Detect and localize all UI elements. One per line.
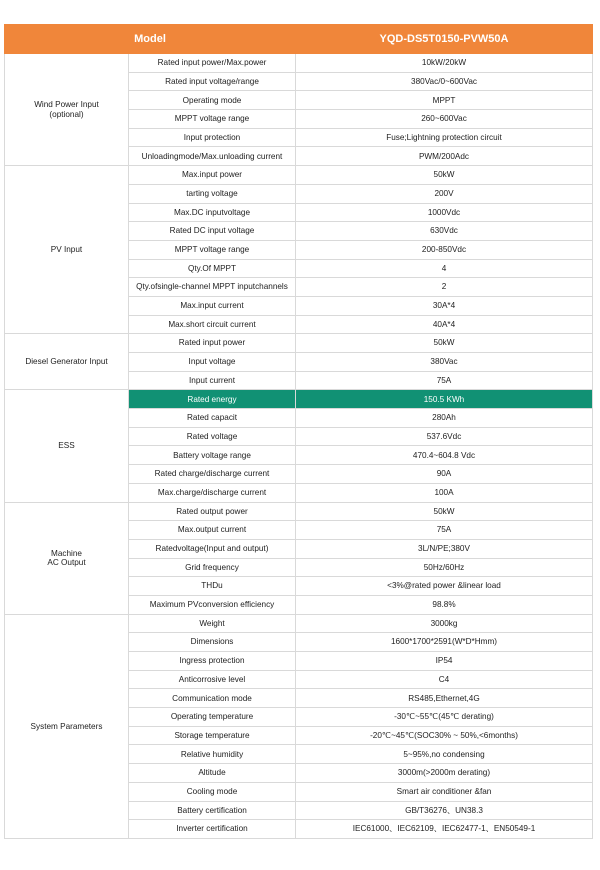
param-value: Smart air conditioner &fan	[296, 782, 593, 801]
section-name: Machine AC Output	[5, 502, 129, 614]
param-value: 3000kg	[296, 614, 593, 633]
param-name: Rated voltage	[129, 427, 296, 446]
param-name: Rated DC input voltage	[129, 222, 296, 241]
param-value: 30A*4	[296, 296, 593, 315]
param-name: Rated charge/discharge current	[129, 465, 296, 484]
param-name: Dimensions	[129, 633, 296, 652]
param-value: -20℃~45℃(SOC30% ~ 50%,<6months)	[296, 726, 593, 745]
param-name: Rated input power	[129, 334, 296, 353]
param-value: 50kW	[296, 334, 593, 353]
param-name: Rated input voltage/range	[129, 72, 296, 91]
section-name: Wind Power Input (optional)	[5, 54, 129, 166]
header-row	[5, 25, 593, 54]
param-name: Battery voltage range	[129, 446, 296, 465]
spec-row	[5, 54, 593, 73]
param-value: IP54	[296, 652, 593, 671]
param-name: Rated capacit	[129, 409, 296, 428]
param-value: -30℃~55℃(45℃ derating)	[296, 708, 593, 727]
param-value: 2	[296, 278, 593, 297]
param-value: MPPT	[296, 91, 593, 110]
param-value: 280Ah	[296, 409, 593, 428]
param-name: Unloadingmode/Max.unloading current	[129, 147, 296, 166]
param-value: 1000Vdc	[296, 203, 593, 222]
param-value: C4	[296, 670, 593, 689]
section-name: System Parameters	[5, 614, 129, 838]
spec-row	[5, 390, 593, 409]
param-name: MPPT voltage range	[129, 240, 296, 259]
param-name: Max.input power	[129, 166, 296, 185]
param-name: Inverter certification	[129, 820, 296, 839]
spec-row	[5, 334, 593, 353]
param-value: 75A	[296, 371, 593, 390]
param-name: Operating temperature	[129, 708, 296, 727]
param-value: 380Vac/0~600Vac	[296, 72, 593, 91]
param-name: Max.DC inputvoltage	[129, 203, 296, 222]
param-name: Cooling mode	[129, 782, 296, 801]
param-name: Ingress protection	[129, 652, 296, 671]
param-value: 150.5 KWh	[296, 390, 593, 409]
param-name: Ratedvoltage(Input and output)	[129, 539, 296, 558]
param-name: Max.input current	[129, 296, 296, 315]
spec-row	[5, 614, 593, 633]
param-value: <3%@rated power &linear load	[296, 577, 593, 596]
param-value: 3000m(>2000m derating)	[296, 764, 593, 783]
param-value: 470.4~604.8 Vdc	[296, 446, 593, 465]
param-name: Rated output power	[129, 502, 296, 521]
param-name: Input voltage	[129, 353, 296, 372]
param-value: GB/T36276、UN38.3	[296, 801, 593, 820]
param-value: 630Vdc	[296, 222, 593, 241]
param-name: Max.short circuit current	[129, 315, 296, 334]
param-name: Qty.Of MPPT	[129, 259, 296, 278]
param-value: 537.6Vdc	[296, 427, 593, 446]
param-name: Max.output current	[129, 521, 296, 540]
param-name: Relative humidity	[129, 745, 296, 764]
param-value: 200-850Vdc	[296, 240, 593, 259]
spec-row	[5, 502, 593, 521]
param-name: Anticorrosive level	[129, 670, 296, 689]
param-value: Fuse;Lightning protection circuit	[296, 128, 593, 147]
param-name: Operating mode	[129, 91, 296, 110]
param-name: Battery certification	[129, 801, 296, 820]
param-value: IEC61000、IEC62109、IEC62477-1、EN50549-1	[296, 820, 593, 839]
param-name: Rated energy	[129, 390, 296, 409]
param-name: tarting voltage	[129, 184, 296, 203]
param-name: Storage temperature	[129, 726, 296, 745]
param-name: Communication mode	[129, 689, 296, 708]
param-name: Altitude	[129, 764, 296, 783]
param-value: RS485,Ethernet,4G	[296, 689, 593, 708]
param-name: Max.charge/discharge current	[129, 483, 296, 502]
param-name: Weight	[129, 614, 296, 633]
param-value: 98.8%	[296, 595, 593, 614]
param-name: THDu	[129, 577, 296, 596]
param-value: 260~600Vac	[296, 110, 593, 129]
param-value: 10kW/20kW	[296, 54, 593, 73]
param-name: MPPT voltage range	[129, 110, 296, 129]
param-value: 90A	[296, 465, 593, 484]
param-name: Maximum PVconversion efficiency	[129, 595, 296, 614]
spec-body	[5, 54, 593, 839]
param-value: 50kW	[296, 166, 593, 185]
param-value: 380Vac	[296, 353, 593, 372]
param-name: Qty.ofsingle-channel MPPT inputchannels	[129, 278, 296, 297]
spec-table	[4, 24, 593, 839]
param-value: 5~95%,no condensing	[296, 745, 593, 764]
param-value: 40A*4	[296, 315, 593, 334]
param-name: Rated input power/Max.power	[129, 54, 296, 73]
param-name: Input protection	[129, 128, 296, 147]
param-name: Input current	[129, 371, 296, 390]
param-value: 1600*1700*2591(W*D*Hmm)	[296, 633, 593, 652]
section-name: Diesel Generator Input	[5, 334, 129, 390]
param-value: 100A	[296, 483, 593, 502]
param-value: PWM/200Adc	[296, 147, 593, 166]
param-value: 75A	[296, 521, 593, 540]
param-value: 50kW	[296, 502, 593, 521]
spec-row	[5, 166, 593, 185]
param-value: 3L/N/PE;380V	[296, 539, 593, 558]
model-value: YQD-DS5T0150-PVW50A	[296, 25, 593, 54]
param-value: 4	[296, 259, 593, 278]
model-label: Model	[5, 25, 296, 54]
param-name: Grid frequency	[129, 558, 296, 577]
section-name: PV Input	[5, 166, 129, 334]
param-value: 200V	[296, 184, 593, 203]
section-name: ESS	[5, 390, 129, 502]
param-value: 50Hz/60Hz	[296, 558, 593, 577]
